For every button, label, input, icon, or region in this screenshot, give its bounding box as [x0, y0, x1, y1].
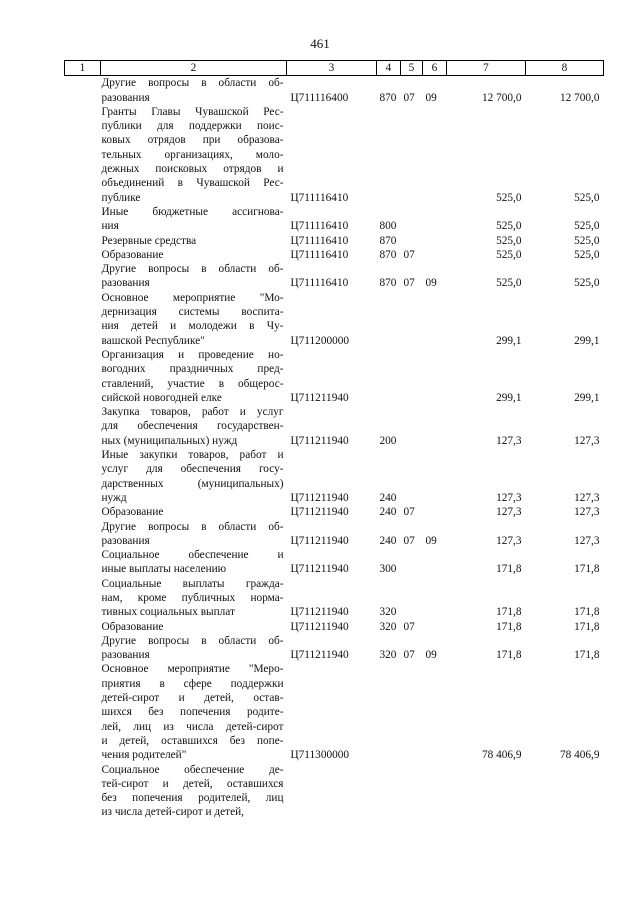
- row-number-cell: [65, 205, 101, 234]
- budget-code-cell: Ц711211940: [290, 434, 349, 447]
- amount-col8-cell: 127,3: [574, 491, 600, 504]
- expense-type-cell: 200: [379, 434, 397, 447]
- item-name-line: услуг для обеспечения госу-: [101, 463, 284, 476]
- item-name-line: ния детей и молодежи в Чу-: [101, 320, 284, 333]
- item-name-line: Основное мероприятие "Меро-: [101, 663, 284, 676]
- amount-col8-cell: 171,8: [574, 563, 600, 576]
- item-name-line: из числа детей-сирот и детей,: [101, 806, 244, 819]
- item-name-line: Закупка товаров, работ и услуг: [101, 406, 284, 419]
- amount-col7-cell: 299,1: [496, 334, 522, 347]
- budget-code-cell: Ц711116400: [290, 91, 349, 104]
- table-row: [65, 763, 604, 820]
- item-name-line: разования: [101, 649, 150, 662]
- row-number-cell: [65, 505, 101, 519]
- budget-code-cell: Ц711211940: [290, 491, 349, 504]
- item-name-line: публике: [101, 191, 141, 204]
- section-cell: 07: [403, 277, 415, 290]
- amount-col7-cell: 78 406,9: [481, 749, 522, 762]
- expense-type-cell: [377, 291, 401, 348]
- budget-code-cell: Ц711300000: [290, 749, 350, 762]
- amount-col7-cell: 127,3: [496, 491, 522, 504]
- item-name-line: сийской новогодней елке: [101, 391, 222, 404]
- header-col-2: 2: [101, 61, 287, 76]
- amount-col7-cell: 525,0: [496, 277, 522, 290]
- header-row: [65, 61, 604, 76]
- item-name-line: ставлений, участие в общерос-: [101, 377, 284, 390]
- item-name-line: ния: [101, 220, 119, 233]
- subsection-cell: [423, 548, 447, 577]
- expense-type-cell: 320: [379, 649, 397, 662]
- item-name-cell: [101, 234, 287, 248]
- section-cell: [401, 548, 423, 577]
- table-row: [65, 662, 604, 762]
- table-row: [65, 291, 604, 348]
- amount-col7-cell: 127,3: [496, 434, 522, 447]
- amount-col7-cell: 171,8: [496, 620, 522, 633]
- budget-code-cell: Ц711211940: [290, 649, 349, 662]
- budget-code-cell: [287, 763, 377, 820]
- amount-col8-cell: 171,8: [574, 606, 600, 619]
- item-name-cell: [101, 262, 287, 291]
- budget-code-cell: Ц711116410: [290, 220, 349, 233]
- item-name-line: Социальные выплаты гражда-: [101, 577, 284, 590]
- amount-col8-cell: 525,0: [574, 220, 600, 233]
- subsection-cell: 09: [425, 277, 437, 290]
- item-name-line: вогодних праздничных пред-: [101, 363, 284, 376]
- amount-col8-cell: [526, 763, 604, 820]
- item-name-line: Организация и проведение но-: [101, 348, 284, 361]
- row-number-cell: [65, 76, 101, 105]
- expense-type-cell: 240: [379, 491, 397, 504]
- section-cell: [401, 348, 423, 405]
- subsection-cell: [423, 205, 447, 234]
- item-name-line: тей-сирот и детей, оставшихся: [101, 777, 284, 790]
- item-name-cell: [101, 405, 287, 448]
- section-cell: 07: [403, 534, 415, 547]
- header-col-8: 8: [526, 61, 604, 76]
- row-number-cell: [65, 234, 101, 248]
- section-cell: 07: [403, 620, 415, 633]
- budget-code-cell: Ц711116410: [290, 234, 349, 247]
- table-row: [65, 448, 604, 505]
- amount-col8-cell: 299,1: [574, 334, 600, 347]
- item-name-cell: [101, 291, 287, 348]
- row-number-cell: [65, 105, 101, 205]
- budget-code-cell: Ц711211940: [290, 563, 349, 576]
- expense-type-cell: 870: [379, 277, 397, 290]
- section-cell: [401, 105, 423, 205]
- table-row: [65, 577, 604, 620]
- item-name-cell: [101, 620, 287, 634]
- subsection-cell: 09: [425, 649, 437, 662]
- row-number-cell: [65, 348, 101, 405]
- item-name-line: тельных организациях, моло-: [101, 148, 284, 161]
- table-row: [65, 248, 604, 262]
- item-name-line: Социальное обеспечение и: [101, 549, 284, 562]
- item-name-line: Образование: [101, 506, 164, 519]
- item-name-line: нам, кроме публичных норма-: [101, 591, 284, 604]
- amount-col8-cell: 127,3: [574, 506, 600, 519]
- item-name-line: приятия в сфере поддержки: [101, 677, 284, 690]
- section-cell: [401, 763, 423, 820]
- item-name-cell: [101, 548, 287, 577]
- item-name-line: Другие вопросы в области об-: [101, 263, 284, 276]
- budget-code-cell: Ц711211940: [290, 391, 349, 404]
- item-name-line: чения родителей": [101, 749, 187, 762]
- header-col-6: 6: [423, 61, 447, 76]
- expense-type-cell: 320: [379, 606, 397, 619]
- section-cell: 07: [403, 91, 415, 104]
- amount-col8-cell: 525,0: [574, 191, 600, 204]
- row-number-cell: [65, 548, 101, 577]
- section-cell: [401, 205, 423, 234]
- item-name-line: тивных социальных выплат: [101, 606, 235, 619]
- section-cell: 07: [403, 248, 415, 261]
- item-name-cell: [101, 634, 287, 663]
- header-col-7: 7: [447, 61, 526, 76]
- row-number-cell: [65, 405, 101, 448]
- item-name-line: детей-сирот и детей, остав-: [101, 692, 284, 705]
- row-number-cell: [65, 291, 101, 348]
- item-name-cell: [101, 505, 287, 519]
- header-col-3: 3: [287, 61, 377, 76]
- amount-col8-cell: 299,1: [574, 391, 600, 404]
- section-cell: 07: [403, 649, 415, 662]
- item-name-line: ковых отрядов при образова-: [101, 134, 284, 147]
- subsection-cell: 09: [425, 91, 437, 104]
- amount-col8-cell: 78 406,9: [559, 749, 600, 762]
- expense-type-cell: 240: [379, 534, 397, 547]
- amount-col7-cell: 171,8: [496, 563, 522, 576]
- amount-col7-cell: 525,0: [496, 234, 522, 247]
- amount-col8-cell: 127,3: [574, 434, 600, 447]
- budget-code-cell: Ц711211940: [290, 620, 349, 633]
- subsection-cell: [423, 291, 447, 348]
- table-row: [65, 405, 604, 448]
- budget-code-cell: Ц711116410: [290, 248, 349, 261]
- item-name-line: Основное мероприятие "Мо-: [101, 291, 284, 304]
- item-name-cell: [101, 448, 287, 505]
- item-name-line: Иные бюджетные ассигнова-: [101, 205, 284, 218]
- table-row: [65, 262, 604, 291]
- table-row: [65, 348, 604, 405]
- item-name-line: ных (муниципальных) нужд: [101, 434, 238, 447]
- table-header: [65, 61, 604, 76]
- item-name-line: нужд: [101, 491, 127, 504]
- table-row: [65, 505, 604, 519]
- budget-code-cell: Ц711116410: [290, 191, 349, 204]
- expense-type-cell: 870: [379, 248, 397, 261]
- item-name-cell: [101, 763, 287, 820]
- item-name-line: шихся без попечения родите-: [101, 706, 284, 719]
- expense-type-cell: 870: [379, 234, 397, 247]
- item-name-line: дарственных (муниципальных): [101, 477, 284, 490]
- item-name-line: разования: [101, 534, 150, 547]
- item-name-cell: [101, 348, 287, 405]
- expense-type-cell: [377, 763, 401, 820]
- table-body: [65, 76, 604, 820]
- budget-code-cell: Ц711211940: [290, 534, 349, 547]
- amount-col8-cell: 525,0: [574, 234, 600, 247]
- item-name-cell: [101, 577, 287, 620]
- amount-col7-cell: 299,1: [496, 391, 522, 404]
- row-number-cell: [65, 634, 101, 663]
- section-cell: [401, 234, 423, 248]
- expense-type-cell: 800: [379, 220, 397, 233]
- subsection-cell: [423, 348, 447, 405]
- item-name-line: Другие вопросы в области об-: [101, 520, 284, 533]
- amount-col8-cell: 127,3: [574, 534, 600, 547]
- item-name-line: Образование: [101, 620, 164, 633]
- subsection-cell: 09: [425, 534, 437, 547]
- item-name-line: Другие вопросы в области об-: [101, 634, 284, 647]
- expense-type-cell: [377, 348, 401, 405]
- amount-col7-cell: 171,8: [496, 606, 522, 619]
- row-number-cell: [65, 262, 101, 291]
- section-cell: [401, 662, 423, 762]
- item-name-line: Социальное обеспечение де-: [101, 763, 284, 776]
- amount-col7-cell: [447, 763, 526, 820]
- section-cell: [401, 291, 423, 348]
- header-col-4: 4: [377, 61, 401, 76]
- expense-type-cell: 300: [379, 563, 397, 576]
- table-row: [65, 634, 604, 663]
- amount-col7-cell: 12 700,0: [481, 91, 522, 104]
- row-number-cell: [65, 662, 101, 762]
- row-number-cell: [65, 448, 101, 505]
- amount-col8-cell: 171,8: [574, 649, 600, 662]
- amount-col7-cell: 525,0: [496, 191, 522, 204]
- table-row: [65, 620, 604, 634]
- item-name-line: разования: [101, 91, 150, 104]
- subsection-cell: [423, 662, 447, 762]
- row-number-cell: [65, 763, 101, 820]
- subsection-cell: [423, 405, 447, 448]
- table-row: [65, 234, 604, 248]
- item-name-cell: [101, 76, 287, 105]
- subsection-cell: [423, 620, 447, 634]
- item-name-line: Образование: [101, 248, 164, 261]
- item-name-line: публики для поддержки поис-: [101, 120, 284, 133]
- section-cell: 07: [403, 506, 415, 519]
- subsection-cell: [423, 577, 447, 620]
- section-cell: [401, 448, 423, 505]
- section-cell: [401, 577, 423, 620]
- table-row: [65, 205, 604, 234]
- subsection-cell: [423, 248, 447, 262]
- budget-code-cell: Ц711211940: [290, 506, 349, 519]
- subsection-cell: [423, 234, 447, 248]
- item-name-line: Иные закупки товаров, работ и: [101, 449, 284, 462]
- budget-code-cell: Ц711211940: [290, 606, 349, 619]
- amount-col7-cell: 525,0: [496, 248, 522, 261]
- item-name-cell: [101, 248, 287, 262]
- amount-col8-cell: 525,0: [574, 277, 600, 290]
- header-col-5: 5: [401, 61, 423, 76]
- subsection-cell: [423, 105, 447, 205]
- page-number: 461: [310, 36, 330, 51]
- budget-code-cell: Ц711116410: [290, 277, 349, 290]
- item-name-line: вашской Республике": [101, 334, 205, 347]
- table-row: [65, 76, 604, 105]
- budget-table: [64, 60, 604, 820]
- item-name-cell: [101, 105, 287, 205]
- amount-col8-cell: 12 700,0: [559, 91, 600, 104]
- item-name-line: Резервные средства: [101, 234, 197, 247]
- table-row: [65, 548, 604, 577]
- row-number-cell: [65, 248, 101, 262]
- amount-col7-cell: 525,0: [496, 220, 522, 233]
- row-number-cell: [65, 620, 101, 634]
- subsection-cell: [423, 505, 447, 519]
- item-name-line: для обеспечения государствен-: [101, 420, 284, 433]
- row-number-cell: [65, 520, 101, 549]
- expense-type-cell: 870: [379, 91, 397, 104]
- item-name-line: объединений в Чувашской Рес-: [101, 177, 284, 190]
- amount-col7-cell: 127,3: [496, 534, 522, 547]
- section-cell: [401, 405, 423, 448]
- item-name-cell: [101, 662, 287, 762]
- item-name-line: разования: [101, 277, 150, 290]
- item-name-cell: [101, 205, 287, 234]
- expense-type-cell: [377, 105, 401, 205]
- table-row: [65, 520, 604, 549]
- amount-col8-cell: 171,8: [574, 620, 600, 633]
- expense-type-cell: [377, 662, 401, 762]
- amount-col7-cell: 127,3: [496, 506, 522, 519]
- header-col-1: 1: [65, 61, 101, 76]
- expense-type-cell: 240: [379, 506, 397, 519]
- row-number-cell: [65, 577, 101, 620]
- item-name-line: Другие вопросы в области об-: [101, 77, 284, 90]
- table-row: [65, 105, 604, 205]
- item-name-line: без попечения родителей, лиц: [101, 792, 284, 805]
- item-name-line: лей, лиц из числа детей-сирот: [101, 720, 284, 733]
- subsection-cell: [423, 448, 447, 505]
- expense-type-cell: 320: [379, 620, 397, 633]
- item-name-cell: [101, 520, 287, 549]
- item-name-line: Гранты Главы Чувашской Рес-: [101, 105, 284, 118]
- subsection-cell: [423, 763, 447, 820]
- amount-col8-cell: 525,0: [574, 248, 600, 261]
- item-name-line: иные выплаты населению: [101, 563, 227, 576]
- budget-code-cell: Ц711200000: [290, 334, 350, 347]
- item-name-line: дежных поисковых отрядов и: [101, 163, 284, 176]
- item-name-line: дернизация системы воспита-: [101, 306, 284, 319]
- amount-col7-cell: 171,8: [496, 649, 522, 662]
- item-name-line: и детей, оставшихся без попе-: [101, 734, 284, 747]
